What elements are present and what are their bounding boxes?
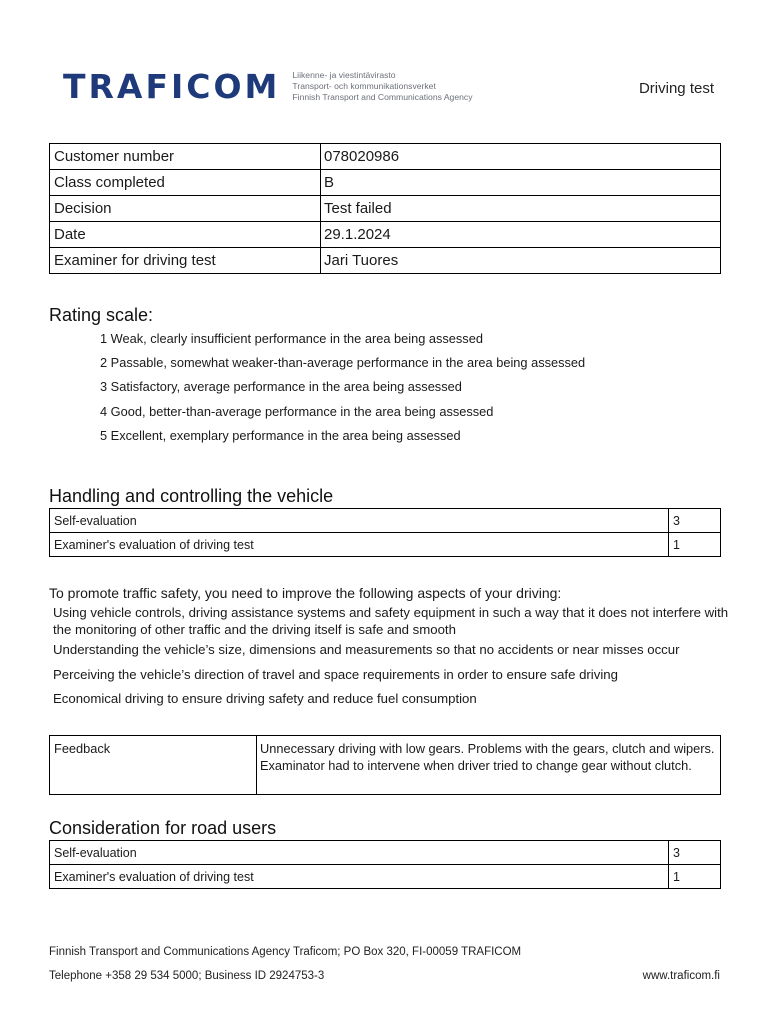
table-row bbox=[50, 509, 721, 533]
list-item: Economical driving to ensure driving safety and reduce fuel consumption bbox=[53, 691, 477, 706]
list-item: Understanding the vehicle’s size, dimensions and measurements so that no accidents or near misses occur bbox=[53, 642, 680, 657]
table-row bbox=[50, 865, 721, 889]
table-row bbox=[50, 841, 721, 865]
feedback-label: Feedback bbox=[50, 736, 257, 795]
agency-name-fi: Liikenne- ja viestintävirasto bbox=[292, 70, 396, 80]
table-row bbox=[50, 144, 721, 170]
feedback-text: Unnecessary driving with low gears. Problems with the gears, clutch and wipers. Examinator had to intervene when driver tried to change gear without clutch. bbox=[257, 736, 721, 795]
class-completed-label: Class completed bbox=[50, 170, 321, 196]
examiner-evaluation-label: Examiner's evaluation of driving test bbox=[50, 533, 669, 557]
examiner-label: Examiner for driving test bbox=[50, 248, 321, 274]
improvement-aspects-list bbox=[53, 604, 733, 707]
agency-name-block bbox=[292, 70, 472, 103]
rating-scale-list bbox=[100, 330, 585, 451]
list-item: 1 Weak, clearly insufficient performance in the area being assessed bbox=[100, 331, 483, 346]
list-item: 5 Excellent, exemplary performance in the area being assessed bbox=[100, 427, 461, 443]
decision-value: Test failed bbox=[321, 196, 721, 222]
table-row bbox=[50, 196, 721, 222]
list-item: 3 Satisfactory, average performance in the area being assessed bbox=[100, 379, 462, 395]
agency-name-en: Finnish Transport and Communications Agency bbox=[292, 92, 473, 102]
table-row bbox=[50, 533, 721, 557]
table-row bbox=[50, 222, 721, 248]
feedback-table bbox=[49, 735, 721, 795]
self-evaluation-value: 3 bbox=[669, 841, 721, 865]
date-value: 29.1.2024 bbox=[321, 222, 721, 248]
self-evaluation-value: 3 bbox=[669, 509, 721, 533]
table-row bbox=[50, 736, 721, 795]
self-evaluation-label: Self-evaluation bbox=[50, 841, 669, 865]
customer-info-table bbox=[49, 143, 721, 274]
footer-address: Finnish Transport and Communications Agency Traficom; PO Box 320, FI-00059 TRAFICOM bbox=[49, 946, 522, 958]
list-item: 4 Good, better-than-average performance in the area being assessed bbox=[100, 403, 494, 419]
footer-contact: Telephone +358 29 534 5000; Business ID 2924753-3 bbox=[49, 970, 325, 982]
handling-evaluation-table bbox=[49, 508, 721, 557]
list-item: Using vehicle controls, driving assistance systems and safety equipment in such a way that it does not interfere with the monitoring of other traffic and the driving itself is safe and smooth bbox=[53, 605, 729, 637]
customer-number-value: 078020986 bbox=[321, 144, 721, 170]
examiner-evaluation-label: Examiner's evaluation of driving test bbox=[50, 865, 669, 889]
self-evaluation-label: Self-evaluation bbox=[50, 509, 669, 533]
examiner-value: Jari Tuores bbox=[321, 248, 721, 274]
decision-label: Decision bbox=[50, 196, 321, 222]
logo-wordmark: TRAFICOM bbox=[63, 67, 281, 106]
class-completed-value: B bbox=[321, 170, 721, 196]
document-type: Driving test bbox=[638, 80, 714, 97]
traficom-logo bbox=[63, 67, 473, 106]
customer-number-label: Customer number bbox=[50, 144, 321, 170]
improvement-intro: To promote traffic safety, you need to improve the following aspects of your driving: bbox=[49, 585, 562, 601]
agency-name-sv: Transport- och kommunikationsverket bbox=[292, 81, 436, 91]
table-row bbox=[50, 170, 721, 196]
date-label: Date bbox=[50, 222, 321, 248]
list-item: Perceiving the vehicle’s direction of travel and space requirements in order to ensure safe driving bbox=[53, 667, 618, 682]
examiner-evaluation-value: 1 bbox=[669, 533, 721, 557]
examiner-evaluation-value: 1 bbox=[669, 865, 721, 889]
list-item: 2 Passable, somewhat weaker-than-average performance in the area being assessed bbox=[100, 355, 586, 371]
rating-scale-heading: Rating scale: bbox=[49, 305, 154, 325]
consideration-heading: Consideration for road users bbox=[49, 818, 277, 838]
footer-website-link[interactable]: www.traficom.fi bbox=[642, 970, 720, 982]
consideration-evaluation-table bbox=[49, 840, 721, 889]
table-row bbox=[50, 248, 721, 274]
handling-heading: Handling and controlling the vehicle bbox=[49, 486, 334, 506]
